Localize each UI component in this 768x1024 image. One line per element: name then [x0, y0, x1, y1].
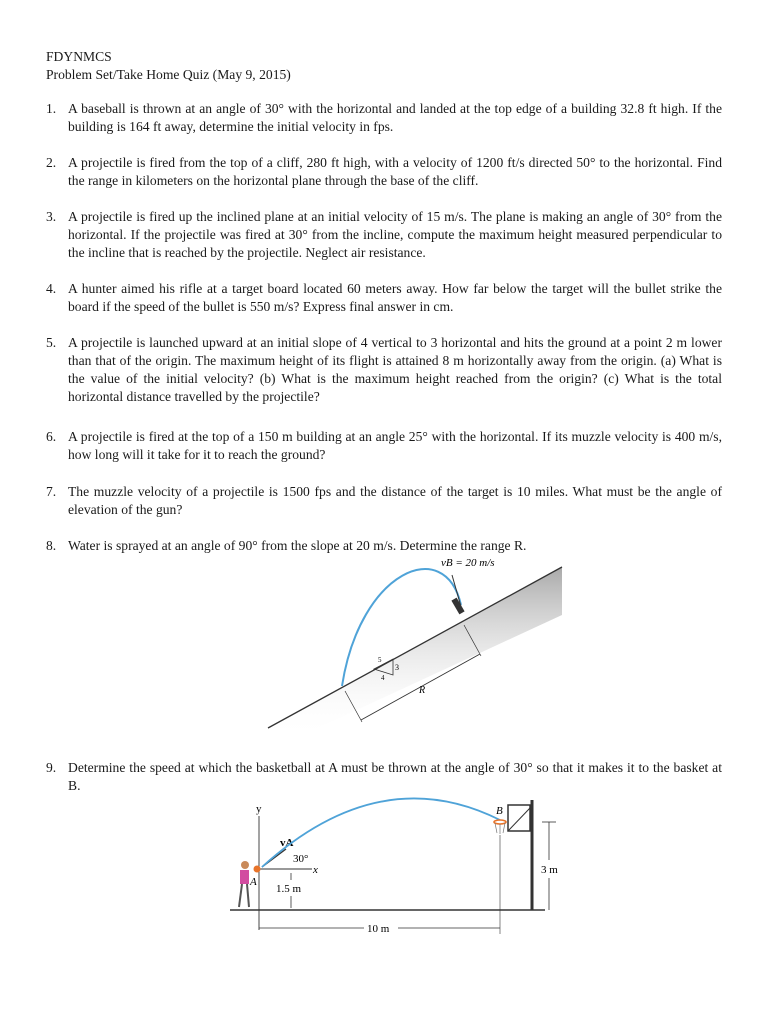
basket-rim-icon	[494, 820, 506, 824]
problem-text: The muzzle velocity of a projectile is 1500 fps and the distance of the target is 10 miles. What must be the angle of elevation of the gun?	[68, 484, 722, 517]
player-leg-left	[239, 884, 242, 907]
problem-number: 3.	[46, 209, 57, 224]
height-b-label: 3 m	[541, 864, 558, 876]
angle-label: 30°	[293, 853, 309, 865]
basketball-icon	[254, 866, 261, 873]
problem-number: 5.	[46, 335, 57, 350]
player-head-icon	[241, 861, 249, 869]
problem-text: A projectile is fired at the top of a 150 m building at an angle 25° with the horizontal. If its muzzle velocity is 400 m/s, how long will it take for it to reach the ground?	[68, 429, 722, 462]
basket-net-icon	[495, 823, 505, 834]
problem-text: A baseball is thrown at an angle of 30° with the horizontal and landed at the top edge of a building 32.8 ft high. If the building is 164 ft away, determine the initial velocity in fps.	[68, 101, 722, 134]
point-a-label: A	[250, 876, 257, 888]
course-code: FDYNMCS	[46, 49, 112, 64]
range-label: R	[419, 685, 426, 696]
height-a-label: 1.5 m	[276, 883, 302, 895]
slope-run-label: 4	[381, 674, 385, 682]
distance-label: 10 m	[367, 923, 390, 935]
problem-number: 2.	[46, 155, 57, 170]
player-leg-right	[247, 884, 249, 907]
problem-text: A projectile is launched upward at an initial slope of 4 vertical to 3 horizontal and hits the ground at a point 2 m lower than that of the origin. The maximum height of its flight is attained 8 m horizontally away from the origin. (a) What is the value of the initial velocity? (b) What is the maximum height reached from the origin? (c) What is the total horizontal distance travelled by the projectile?	[68, 335, 722, 404]
problem-number: 9.	[46, 760, 57, 775]
backboard-support	[508, 808, 530, 831]
problem-text: A projectile is fired from the top of a cliff, 280 ft high, with a velocity of 1200 ft/s directed 50° to the horizontal. Find the range in kilometers on the horizontal plane through the base of the cliff.	[68, 155, 722, 188]
y-axis-label: y	[256, 803, 262, 815]
velocity-label: vB = 20 m/s	[441, 557, 495, 569]
problem-text: A projectile is fired up the inclined plane at an initial velocity of 15 m/s. The plane is making an angle of 30° from the horizontal. If the projectile was fired at 30° from the incline, compute the maximum height measured perpendicular to the incline that is reached by the projectile. Neglect air resistance.	[68, 209, 722, 260]
player-body-icon	[240, 870, 249, 884]
problem-number: 4.	[46, 281, 57, 296]
problem-number: 1.	[46, 101, 57, 116]
velocity-label: vA	[280, 837, 294, 849]
slope-rise-label: 3	[395, 663, 399, 672]
problem-text: A hunter aimed his rifle at a target board located 60 meters away. How far below the target will the bullet strike the board if the speed of the bullet is 550 m/s? Express final answer in cm.	[68, 281, 722, 314]
slope-hyp-label: 5	[378, 656, 382, 664]
problem-number: 7.	[46, 484, 57, 499]
point-b-label: B	[496, 805, 503, 817]
problem-text: Determine the speed at which the basketball at A must be thrown at the angle of 30° so that it makes it to the basket at B.	[68, 760, 722, 793]
problem-number: 6.	[46, 429, 57, 444]
problem-text: Water is sprayed at an angle of 90° from the slope at 20 m/s. Determine the range R.	[68, 538, 527, 553]
problem-number: 8.	[46, 538, 57, 553]
document-subtitle: Problem Set/Take Home Quiz (May 9, 2015)	[46, 67, 291, 82]
x-axis-label: x	[313, 864, 318, 876]
